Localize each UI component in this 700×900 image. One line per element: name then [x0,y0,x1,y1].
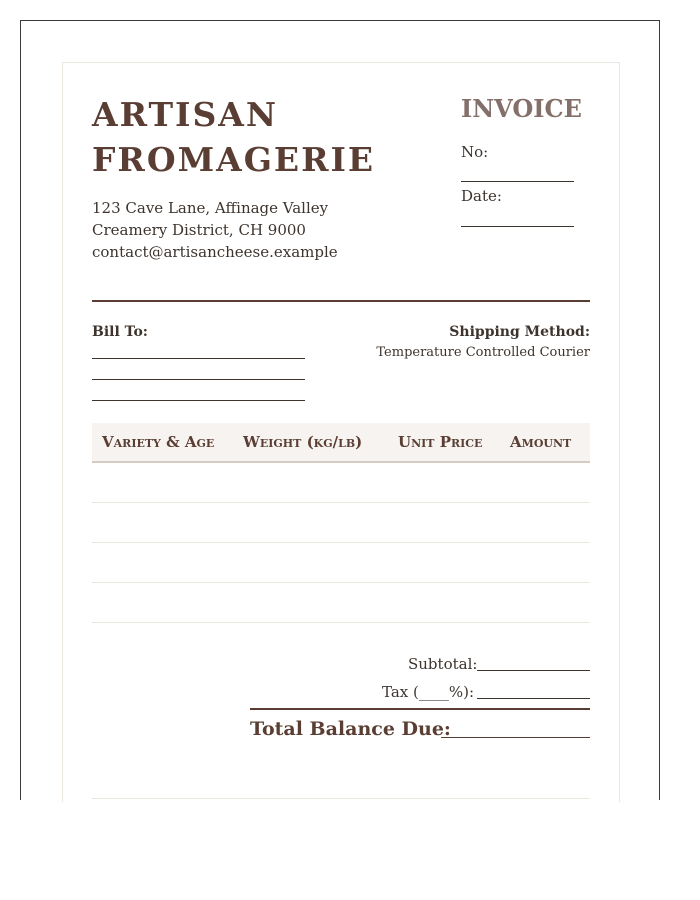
column-header-amount: Amount [510,433,572,451]
header-divider [92,300,590,302]
table-row[interactable] [92,542,590,543]
subtotal-field[interactable] [477,670,590,671]
bill-to-label: Bill To: [92,324,148,340]
company-address-line2: Creamery District, CH 9000 [92,221,306,239]
invoice-number-field[interactable] [461,181,574,182]
table-row[interactable] [92,502,590,503]
shipping-method-value: Temperature Controlled Courier [376,345,590,360]
footer-divider [92,798,590,799]
company-name-line2: FROMAGERIE [92,140,376,179]
invoice-number-label: No: [461,143,489,161]
tax-field[interactable] [477,698,590,699]
column-header-unit-price: Unit Price [398,433,483,451]
items-table-header [92,423,590,463]
company-address-line1: 123 Cave Lane, Affinage Valley [92,199,329,217]
table-row[interactable] [92,582,590,583]
totals-divider [250,708,590,710]
bill-to-line-3[interactable] [92,400,305,401]
bill-to-line-2[interactable] [92,379,305,380]
company-name [92,92,375,182]
invoice-title: INVOICE [461,94,582,123]
tax-label: Tax (____%): [382,683,475,701]
company-email: contact@artisancheese.example [92,243,338,261]
company-name-line1: ARTISAN [92,95,279,134]
total-balance-field[interactable] [441,737,590,738]
invoice-date-label: Date: [461,187,502,205]
subtotal-label: Subtotal: [408,655,478,673]
column-header-variety: Variety & Age [102,433,215,451]
shipping-method-label: Shipping Method: [449,324,590,340]
invoice-date-field[interactable] [461,226,574,227]
column-header-weight: Weight (kg/lb) [243,433,363,451]
bill-to-line-1[interactable] [92,358,305,359]
total-balance-label: Total Balance Due: [250,718,451,740]
table-row[interactable] [92,622,590,623]
